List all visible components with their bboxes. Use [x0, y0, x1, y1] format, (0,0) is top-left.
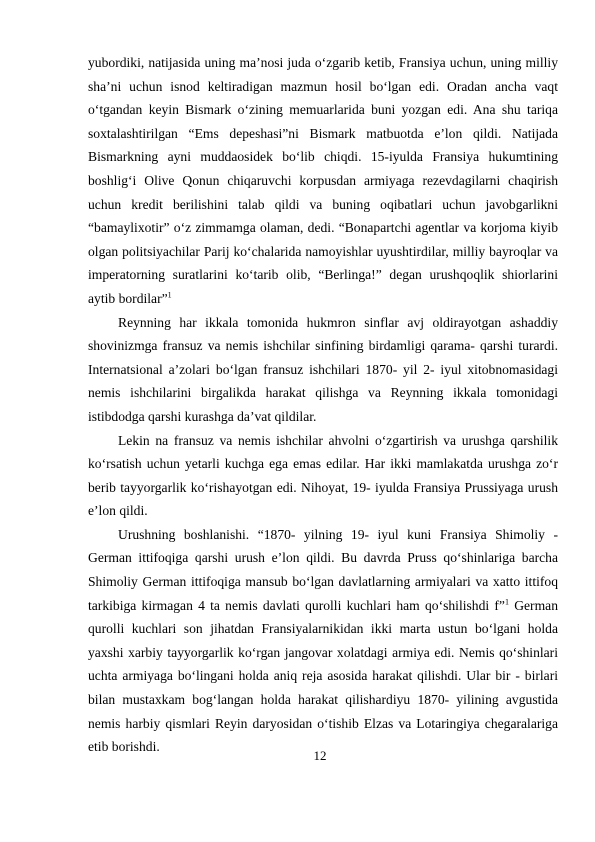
- paragraph-3: Lekin na fransuz va nemis ishchilar ahvolni o‘zgartirish va urushga qarshilik ko‘rsatish uchun yetarli kuchga ega emas edilar. Har ikki mamlakatda urushga zo‘r berib tayyorgarlik ko‘rishayotgan edi. Nihoyat, 19- iyulda Fransiya Prussiyaga urush e’lon qildi.: [88, 432, 558, 519]
- paragraph-2: Reynning har ikkala tomonida hukmron sinflar avj oldirayotgan ashaddiy shovinizmga fransuz va nemis ishchilar sinfining birdamligi qarama- qarshi turardi. Internatsional a’zolari bo‘lgan fransuz ishchilari 1870- yil 2- iyul xitobnomasidagi nemis ishchilarini birgalikda harakat qilishga va Reynning ikkala tomonidagi istibdodga qarshi kurashga da’vat qildilar.: [88, 314, 558, 424]
- document-page: [88, 51, 558, 759]
- footnote-marker-1: 1: [167, 290, 172, 300]
- paragraph-4-continuation: German qurolli kuchlari son jihatdan Fransiyalarnikidan ikki marta ustun bo‘lgani holda yaxshi xarbiy tayyorgarlik ko‘rgan jangovar xolatdagi armiya edi. Nemis qo‘shinlari uchta armiyaga bo‘lingani holda aniq reja asosida harakat qilishdi. Ular bir - birlari bilan mustaxkam bog‘langan holda harakat qilishardiyu 1870- yilining avgustida nemis harbiy qismlari Reyin daryosidan o‘tishib Elzas va Lotaringiya chegaralariga etib borishdi.: [88, 597, 558, 755]
- paragraph-4: [88, 523, 558, 759]
- footnote-marker-2: 1: [504, 597, 509, 607]
- page-number: 12: [313, 748, 327, 763]
- paragraph-1-text: yubordiki, natijasida uning ma’nosi juda o‘zgarib ketib, Fransiya uchun, uning milliy sha’ni uchun isnod keltiradigan mazmun hosil bo‘lgan edi. Oradan ancha vaqt o‘tgandan keyin Bismark o‘zining memuarlarida buni yozgan edi. Ana shu tariqa soxtalashtirilgan “Ems depeshasi”ni Bismark matbuotda e’lon qildi. Natijada Bismarkning ayni muddaosidek bo‘lib chiqdi. 15-iyulda Fransiya hukumtining boshlig‘i Olive Qonun chiqaruvchi korpusdan armiyaga rezevdagilarni chaqirish uchun kredit berilishini talab qildi va buning oqibatlari uchun javobgarlikni “bamaylixotir” o‘z zimmamga olaman, dedi. “Bonapartchi agentlar va korjoma kiyib olgan politsiyachilar Parij ko‘chalarida namoyishlar uyushtirdilar, milliy bayroqlar va imperatorning suratlarini ko‘tarib olib, “Berlinga!” degan urushqoqlik shiorlarini aytib bordilar”: [88, 55, 558, 306]
- paragraph-1: [88, 51, 558, 311]
- paragraph-4-text: Urushning boshlanishi. “1870- yilning 19- iyul kuni Fransiya Shimoliy - German ittifoqiga qarshi urush e’lon qildi. Bu davrda Pruss qo‘shinlariga barcha Shimoliy German ittifoqiga mansub bo‘lgan davlatlarning armiyalari va xatto ittifoq tarkibiga kirmagan 4 ta nemis davlati qurolli kuchlari ham qo‘shilishdi f”: [88, 526, 558, 613]
